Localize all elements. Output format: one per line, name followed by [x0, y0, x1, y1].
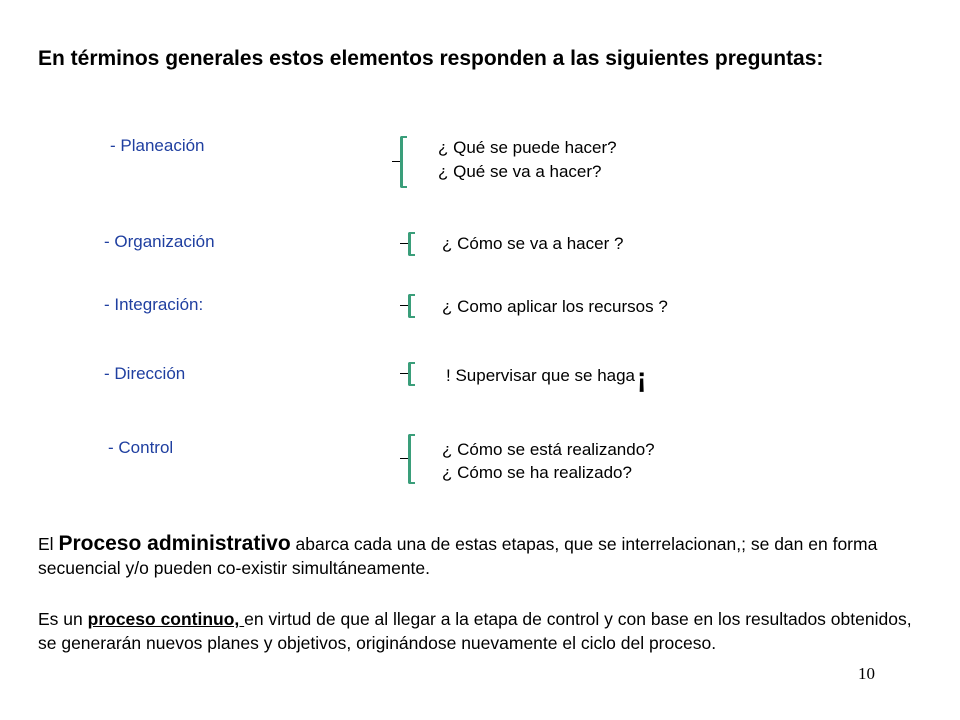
question-organizacion-1: ¿ Cómo se va a hacer ?: [442, 234, 624, 253]
question-control-1: ¿ Cómo se está realizando?: [442, 440, 655, 459]
p2-after: en virtud de que al llegar a la etapa de control y con base en los resultados obtenidos, se generarán nuevos planes y objetivos, originándose nuevamente el ciclo del proceso.: [38, 609, 912, 653]
brace-organizacion: [406, 232, 418, 256]
item-label-control: - Control: [108, 438, 174, 457]
p1-emphasis: Proceso administrativo: [58, 532, 291, 555]
question-integracion-1: ¿ Como aplicar los recursos ?: [442, 297, 668, 316]
p1-after: abarca cada una de estas etapas, que se interrelacionan,; se dan en forma secuencial y/o pueden co-existir simultáneamente.: [38, 534, 878, 578]
brace-planeacion: [398, 136, 410, 188]
question-planeacion-2: ¿ Qué se va a hacer?: [438, 162, 602, 181]
question-direccion-1: [446, 362, 647, 393]
question-planeacion-1: ¿ Qué se puede hacer?: [438, 138, 617, 157]
inverted-exclamation: ¡: [637, 362, 647, 393]
p2-emphasis: proceso continuo,: [87, 609, 245, 629]
p1-before: El: [38, 534, 59, 554]
question-direccion-text: ! Supervisar que se haga: [446, 366, 636, 385]
brace-control: [406, 434, 418, 484]
item-label-direccion: - Dirección: [104, 364, 186, 383]
item-label-planeacion: - Planeación: [110, 136, 205, 155]
p2-before: Es un: [38, 609, 88, 629]
page-number: 10: [858, 664, 875, 683]
paragraph-proceso-continuo: [38, 607, 918, 655]
item-label-organizacion: - Organización: [104, 232, 215, 251]
item-label-integracion: - Integración:: [104, 295, 204, 314]
page-heading: En términos generales estos elementos responden a las siguientes preguntas:: [38, 47, 824, 70]
paragraph-proceso-administrativo: [38, 532, 918, 580]
brace-integracion: [406, 294, 418, 318]
brace-direccion: [406, 362, 418, 386]
question-control-2: ¿ Cómo se ha realizado?: [442, 463, 632, 482]
